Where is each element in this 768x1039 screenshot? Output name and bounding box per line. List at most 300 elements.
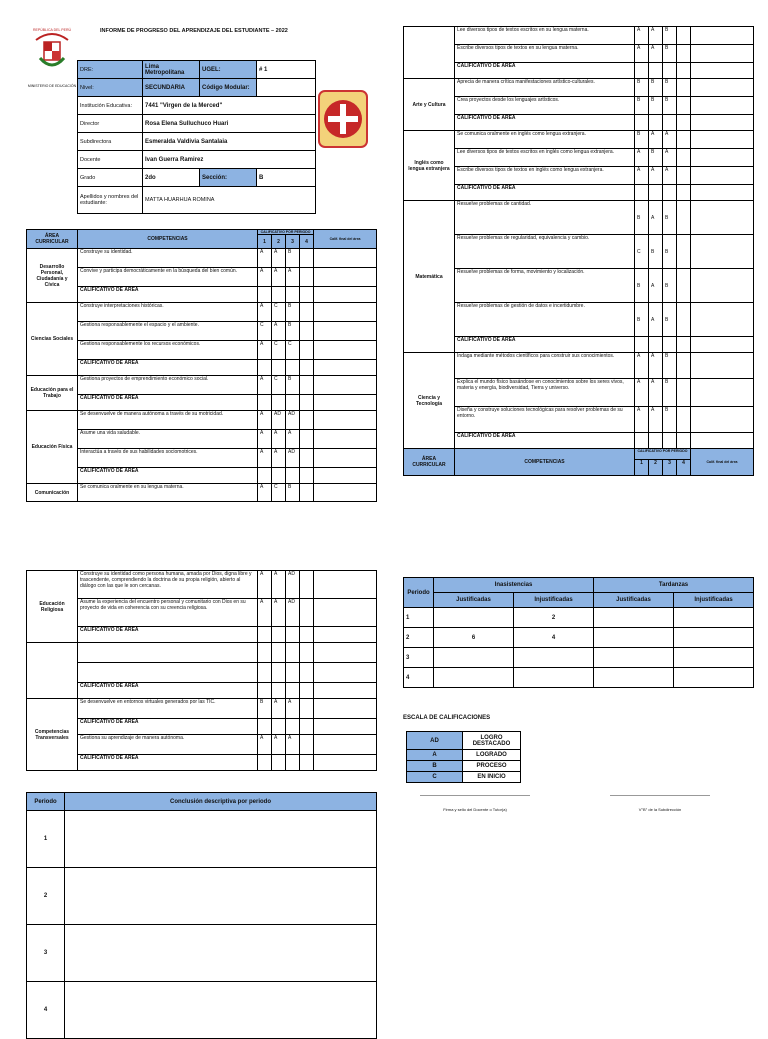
- seccion-value: B: [257, 169, 316, 187]
- attendance-p: 3: [404, 648, 434, 668]
- grade-final: [314, 699, 377, 719]
- area-name: Matemática: [404, 201, 455, 353]
- area-total-row: [404, 185, 754, 201]
- area-total-row: [404, 433, 754, 449]
- subdirectora-value: Esmeralda Valdivia Santalaia: [143, 133, 316, 151]
- alumno-value: MATTA HUARHUA ROMINA: [143, 187, 316, 214]
- grade-final: [314, 571, 377, 599]
- attendance-p: 2: [404, 628, 434, 648]
- grade-p4: [300, 571, 314, 599]
- competencias-footer: COMPETENCIAS: [455, 449, 635, 476]
- area-total-cell: [691, 337, 754, 353]
- area-total-label: CALIFICATIVO DE ÁREA: [78, 627, 258, 643]
- grade-final: [691, 407, 754, 433]
- area-total-row: [27, 395, 377, 411]
- grade-row: [404, 97, 754, 115]
- ugel-label: UGEL:: [200, 61, 257, 79]
- escala-title: ESCALA DE CALIFICACIONES: [403, 715, 491, 721]
- area-total-label: CALIFICATIVO DE ÁREA: [455, 433, 635, 449]
- grado-value: 2do: [143, 169, 200, 187]
- grade-p2: A: [649, 379, 663, 407]
- signature-subdireccion: V°B° de la Subdirección: [638, 807, 682, 812]
- grade-final: [314, 449, 377, 468]
- grade-p3: B: [286, 484, 300, 502]
- grade-p2: A: [272, 599, 286, 627]
- area-total-cell: [300, 755, 314, 771]
- competencia-text: Gestiona proyectos de emprendimiento económico social.: [78, 376, 258, 395]
- grade-p2: A: [272, 571, 286, 599]
- area-total-label: CALIFICATIVO DE ÁREA: [78, 468, 258, 484]
- grade-row: [404, 379, 754, 407]
- grade-p3: [286, 643, 300, 663]
- area-total-cell: [258, 395, 272, 411]
- attendance-table: [403, 577, 754, 688]
- conclusion-text[interactable]: [65, 868, 377, 925]
- area-total-cell: [286, 360, 300, 376]
- competencia-text: Asume la experiencia del encuentro personal y comunitario con Dios en su proyecto de vida en coherencia con su creencia religiosa.: [78, 599, 258, 627]
- area-total-cell: [691, 115, 754, 131]
- grade-row: [404, 201, 754, 235]
- competencia-text: Gestiona su aprendizaje de manera autónoma.: [78, 735, 258, 755]
- grade-row: [404, 131, 754, 149]
- period-2-header: 2: [272, 235, 286, 249]
- grade-final: [691, 45, 754, 63]
- grade-p2: C: [272, 376, 286, 395]
- competencia-text: [78, 663, 258, 683]
- attendance-p: 1: [404, 608, 434, 628]
- area-total-cell: [258, 755, 272, 771]
- competencia-text: [78, 643, 258, 663]
- competencias-header: COMPETENCIAS: [78, 230, 258, 249]
- grade-p4: [300, 599, 314, 627]
- grade-final: [691, 303, 754, 337]
- inasist-injust-header: Injustificadas: [514, 593, 594, 608]
- grade-final: [691, 353, 754, 379]
- area-total-cell: [691, 185, 754, 201]
- area-total-cell: [300, 287, 314, 303]
- grade-p1: A: [635, 353, 649, 379]
- period-3-footer: 3: [663, 460, 677, 476]
- competencia-text: Construye interpretaciones históricas.: [78, 303, 258, 322]
- area-total-label: CALIFICATIVO DE ÁREA: [455, 115, 635, 131]
- conclusion-period: 2: [27, 868, 65, 925]
- area-total-cell: [649, 185, 663, 201]
- dre-label: DRE:: [78, 61, 143, 79]
- area-total-row: [27, 287, 377, 303]
- competencia-text: Resuelve problemas de forma, movimiento y localización.: [455, 269, 635, 303]
- area-total-row: [404, 337, 754, 353]
- grade-row: [27, 699, 377, 719]
- area-total-label: CALIFICATIVO DE ÁREA: [78, 395, 258, 411]
- competencia-text: Resuelve problemas de regularidad, equivalencia y cambio.: [455, 235, 635, 269]
- grade-final: [314, 268, 377, 287]
- grade-final: [691, 269, 754, 303]
- area-name: Educación Religiosa: [27, 571, 78, 643]
- docente-label: Docente: [78, 151, 143, 169]
- grade-p1: B: [635, 269, 649, 303]
- grade-p3: B: [286, 322, 300, 341]
- grade-row: [27, 303, 377, 322]
- area-total-cell: [258, 287, 272, 303]
- grade-row: [404, 45, 754, 63]
- calificativo-header: CALIFICATIVO POR PERIODO: [258, 230, 314, 235]
- grade-row: [404, 167, 754, 185]
- area-total-label: CALIFICATIVO DE ÁREA: [455, 63, 635, 79]
- area-total-cell: [635, 63, 649, 79]
- grade-p2: A: [649, 45, 663, 63]
- area-name: Arte y Cultura: [404, 79, 455, 131]
- grade-row: [404, 269, 754, 303]
- area-total-cell: [272, 719, 286, 735]
- area-name: Comunicación: [27, 484, 78, 502]
- grade-p4: [300, 249, 314, 268]
- report-title: INFORME DE PROGRESO DEL APRENDIZAJE DEL ESTUDIANTE – 2022: [100, 28, 288, 34]
- grade-final: [314, 249, 377, 268]
- area-total-cell: [314, 360, 377, 376]
- attendance-tj: [594, 648, 674, 668]
- grade-p4: [300, 268, 314, 287]
- grade-p3: A: [286, 430, 300, 449]
- attendance-ti: [674, 628, 754, 648]
- grade-p4: [300, 643, 314, 663]
- grade-p3: B: [663, 79, 677, 97]
- conclusion-title: Conclusión descriptiva por periodo: [65, 793, 377, 811]
- grade-p1: [258, 643, 272, 663]
- escala-value: PROCESO: [463, 761, 521, 772]
- area-total-label: CALIFICATIVO DE ÁREA: [455, 185, 635, 201]
- grade-row: [27, 430, 377, 449]
- area-total-cell: [300, 395, 314, 411]
- grade-p1: A: [258, 571, 272, 599]
- country-text: REPÚBLICA DEL PERÚ: [33, 28, 71, 32]
- area-total-cell: [286, 755, 300, 771]
- area-total-cell: [691, 433, 754, 449]
- nivel-label: Nivel:: [78, 79, 143, 97]
- escala-row: [407, 772, 521, 783]
- grade-final: [314, 484, 377, 502]
- grade-p3: B: [663, 407, 677, 433]
- competencia-text: Diseña y construye soluciones tecnológicas para resolver problemas de su entorno.: [455, 407, 635, 433]
- grade-p4: [677, 269, 691, 303]
- grade-p2: A: [272, 430, 286, 449]
- area-total-row: [27, 627, 377, 643]
- attendance-ti: [674, 668, 754, 688]
- grade-p3: A: [663, 149, 677, 167]
- grade-p4: [677, 97, 691, 115]
- grade-row: [404, 27, 754, 45]
- codigo-label: Código Modular:: [200, 79, 257, 97]
- area-total-cell: [677, 115, 691, 131]
- escala-table: [406, 731, 521, 783]
- area-total-cell: [300, 719, 314, 735]
- grade-p2: [272, 663, 286, 683]
- area-total-label: CALIFICATIVO DE ÁREA: [455, 337, 635, 353]
- grade-p4: [300, 663, 314, 683]
- grade-p3: A: [663, 131, 677, 149]
- competencia-text: Escribe diversos tipos de textos en inglés como lengua extranjera.: [455, 167, 635, 185]
- grade-final: [691, 97, 754, 115]
- attendance-ii: 4: [514, 628, 594, 648]
- attendance-ij: [434, 668, 514, 688]
- area-name: Ciencia y Tecnología: [404, 353, 455, 449]
- attendance-tj: [594, 628, 674, 648]
- area-total-cell: [314, 395, 377, 411]
- competencia-text: Convive y participa democráticamente en la búsqueda del bien común.: [78, 268, 258, 287]
- area-total-cell: [314, 755, 377, 771]
- escala-value: LOGRADO: [463, 750, 521, 761]
- competencia-text: Indaga mediante métodos científicos para construir sus conocimientos.: [455, 353, 635, 379]
- grade-p2: A: [649, 353, 663, 379]
- grade-final: [314, 341, 377, 360]
- grade-p1: A: [258, 411, 272, 430]
- seccion-label: Sección:: [200, 169, 257, 187]
- grade-p3: B: [663, 353, 677, 379]
- grade-p2: A: [649, 201, 663, 235]
- escala-value: EN INICIO: [463, 772, 521, 783]
- inasist-just-header: Justificadas: [434, 593, 514, 608]
- grade-p3: [286, 663, 300, 683]
- tardanzas-header: Tardanzas: [594, 578, 754, 593]
- area-total-cell: [258, 683, 272, 699]
- ie-label: Institución Educativa:: [78, 97, 143, 115]
- grade-p1: A: [635, 27, 649, 45]
- grade-p4: [300, 376, 314, 395]
- attendance-ij: [434, 608, 514, 628]
- grade-p2: A: [649, 27, 663, 45]
- grade-p1: A: [258, 484, 272, 502]
- competencia-text: Resuelve problemas de cantidad.: [455, 201, 635, 235]
- period-4-header: 4: [300, 235, 314, 249]
- grade-p1: A: [635, 45, 649, 63]
- competencia-text: Gestiona responsablemente los recursos económicos.: [78, 341, 258, 360]
- area-total-row: [404, 63, 754, 79]
- grade-p3: AD: [286, 449, 300, 468]
- grades-table-left: [26, 229, 377, 502]
- grade-row: [27, 663, 377, 683]
- grade-final: [691, 379, 754, 407]
- ie-value: 7441 "Virgen de la Merced": [143, 97, 316, 115]
- grade-p2: A: [272, 735, 286, 755]
- grade-row: [27, 376, 377, 395]
- competencia-text: Construye su identidad como persona humana, amada por Dios, digna libre y trascendente, comprendiendo la doctrina de su propia religión, abierto al diálogo con las que le son cercanas.: [78, 571, 258, 599]
- escala-row: [407, 750, 521, 761]
- grade-row: [404, 407, 754, 433]
- tard-injust-header: Injustificadas: [674, 593, 754, 608]
- competencia-text: Se comunica oralmente en su lengua materna.: [78, 484, 258, 502]
- grade-final: [691, 149, 754, 167]
- area-total-cell: [272, 360, 286, 376]
- grade-row: [404, 353, 754, 379]
- grade-final: [314, 411, 377, 430]
- attendance-row: [404, 648, 754, 668]
- docente-value: Ivan Guerra Ramirez: [143, 151, 316, 169]
- grade-row: [27, 411, 377, 430]
- area-total-cell: [258, 627, 272, 643]
- dre-value: Lima Metropolitana: [143, 61, 200, 79]
- area-total-cell: [663, 185, 677, 201]
- grade-p3: A: [663, 167, 677, 185]
- final-header: Calif. final del área: [314, 230, 377, 249]
- grade-p3: A: [286, 735, 300, 755]
- competencia-text: Asume una vida saludable.: [78, 430, 258, 449]
- period-1-footer: 1: [635, 460, 649, 476]
- grade-p4: [300, 322, 314, 341]
- area-total-row: [27, 683, 377, 699]
- grade-row: [27, 735, 377, 755]
- competencia-text: Se comunica oralmente en inglés como lengua extranjera.: [455, 131, 635, 149]
- grado-label: Grado: [78, 169, 143, 187]
- grade-p3: B: [663, 45, 677, 63]
- grade-p1: B: [635, 201, 649, 235]
- conclusion-row: [27, 868, 377, 925]
- area-total-cell: [635, 433, 649, 449]
- grade-p3: B: [663, 379, 677, 407]
- area-total-cell: [663, 337, 677, 353]
- area-total-cell: [663, 115, 677, 131]
- escala-key: A: [407, 750, 463, 761]
- tard-just-header: Justificadas: [594, 593, 674, 608]
- grade-p3: B: [663, 303, 677, 337]
- codigo-value: [257, 79, 316, 97]
- grade-p1: A: [258, 449, 272, 468]
- competencia-text: Explica el mundo físico basándose en conocimientos sobre los seres vivos, materia y energía, biodiversidad, Tierra y universo.: [455, 379, 635, 407]
- grade-final: [691, 131, 754, 149]
- grade-final: [691, 79, 754, 97]
- competencia-text: Lee diversos tipos de textos escritos en inglés como lengua extranjera.: [455, 149, 635, 167]
- grade-row: [404, 303, 754, 337]
- attendance-ij: 6: [434, 628, 514, 648]
- grade-p1: [258, 663, 272, 683]
- competencia-text: Escribe diversos tipos de textos en su lengua materna.: [455, 45, 635, 63]
- competencia-text: Crea proyectos desde los lenguajes artísticos.: [455, 97, 635, 115]
- attendance-periodo-header: Periodo: [404, 578, 434, 608]
- escala-value: LOGRO DESTACADO: [463, 732, 521, 750]
- area-total-cell: [691, 63, 754, 79]
- area-total-cell: [272, 395, 286, 411]
- area-total-cell: [286, 468, 300, 484]
- alumno-label: Apellidos y nombres del estudiante:: [78, 187, 143, 214]
- grade-p2: A: [649, 407, 663, 433]
- grade-p2: A: [649, 131, 663, 149]
- attendance-p: 4: [404, 668, 434, 688]
- competencia-text: Construye su identidad.: [78, 249, 258, 268]
- conclusion-periodo-header: Periodo: [27, 793, 65, 811]
- grade-p2: B: [649, 97, 663, 115]
- conclusion-period: 1: [27, 811, 65, 868]
- conclusion-text[interactable]: [65, 925, 377, 982]
- grade-p1: A: [635, 407, 649, 433]
- area-header: ÁREA CURRICULAR: [27, 230, 78, 249]
- area-total-cell: [314, 627, 377, 643]
- grade-final: [314, 376, 377, 395]
- director-value: Rosa Elena Sulluchuco Huari: [143, 115, 316, 133]
- attendance-ii: [514, 668, 594, 688]
- period-4-footer: 4: [677, 460, 691, 476]
- area-total-cell: [649, 115, 663, 131]
- period-1-header: 1: [258, 235, 272, 249]
- area-total-cell: [663, 433, 677, 449]
- grade-final: [314, 430, 377, 449]
- grade-p1: B: [635, 79, 649, 97]
- period-2-footer: 2: [649, 460, 663, 476]
- grade-p3: AD: [286, 411, 300, 430]
- attendance-row: [404, 668, 754, 688]
- grade-row: [27, 599, 377, 627]
- area-total-cell: [300, 360, 314, 376]
- signature-docente: Firma y sello del Docente o Tutor(a): [443, 807, 507, 812]
- area-total-cell: [314, 287, 377, 303]
- area-name: Educación Física: [27, 411, 78, 484]
- area-total-label: CALIFICATIVO DE ÁREA: [78, 755, 258, 771]
- grades-table-right: [403, 26, 754, 476]
- grade-p4: [677, 149, 691, 167]
- area-total-row: [404, 115, 754, 131]
- grade-p4: [677, 407, 691, 433]
- grade-p2: A: [272, 322, 286, 341]
- grade-p1: A: [258, 249, 272, 268]
- area-total-cell: [300, 468, 314, 484]
- area-total-cell: [677, 433, 691, 449]
- area-total-label: CALIFICATIVO DE ÁREA: [78, 287, 258, 303]
- grade-final: [314, 322, 377, 341]
- area-total-cell: [286, 627, 300, 643]
- grade-p2: A: [272, 249, 286, 268]
- grade-p1: A: [635, 379, 649, 407]
- area-total-cell: [649, 337, 663, 353]
- grade-row: [27, 449, 377, 468]
- area-total-cell: [314, 719, 377, 735]
- area-total-cell: [300, 683, 314, 699]
- grade-p4: [300, 430, 314, 449]
- final-footer: Calif. final del área: [691, 449, 754, 476]
- grade-p1: B: [635, 303, 649, 337]
- area-total-cell: [300, 627, 314, 643]
- grade-p3: B: [663, 97, 677, 115]
- grade-final: [691, 235, 754, 269]
- grade-row: [27, 484, 377, 502]
- grade-p2: A: [272, 699, 286, 719]
- conclusion-text[interactable]: [65, 811, 377, 868]
- grade-p2: A: [649, 303, 663, 337]
- grade-p4: [300, 341, 314, 360]
- grade-final: [314, 663, 377, 683]
- grade-p3: AD: [286, 599, 300, 627]
- grade-p1: B: [258, 699, 272, 719]
- area-name: Educación para el Trabajo: [27, 376, 78, 411]
- area-total-cell: [272, 755, 286, 771]
- signature-line-docente: [420, 795, 530, 796]
- competencia-text: Gestiona responsablemente el espacio y el ambiente.: [78, 322, 258, 341]
- grade-row: [27, 268, 377, 287]
- signature-line-subdireccion: [610, 795, 710, 796]
- grade-p2: C: [272, 484, 286, 502]
- conclusion-row: [27, 811, 377, 868]
- grade-final: [691, 201, 754, 235]
- area-name: Desarrollo Personal, Ciudadanía y Cívica: [27, 249, 78, 303]
- grade-p2: AD: [272, 411, 286, 430]
- area-total-row: [27, 755, 377, 771]
- attendance-tj: [594, 668, 674, 688]
- area-total-cell: [258, 360, 272, 376]
- grade-p2: A: [649, 269, 663, 303]
- area-total-cell: [286, 395, 300, 411]
- attendance-ti: [674, 648, 754, 668]
- conclusion-text[interactable]: [65, 982, 377, 1039]
- conclusion-period: 4: [27, 982, 65, 1039]
- grade-p4: [677, 303, 691, 337]
- grade-p2: [272, 643, 286, 663]
- conclusion-table: [26, 792, 377, 1039]
